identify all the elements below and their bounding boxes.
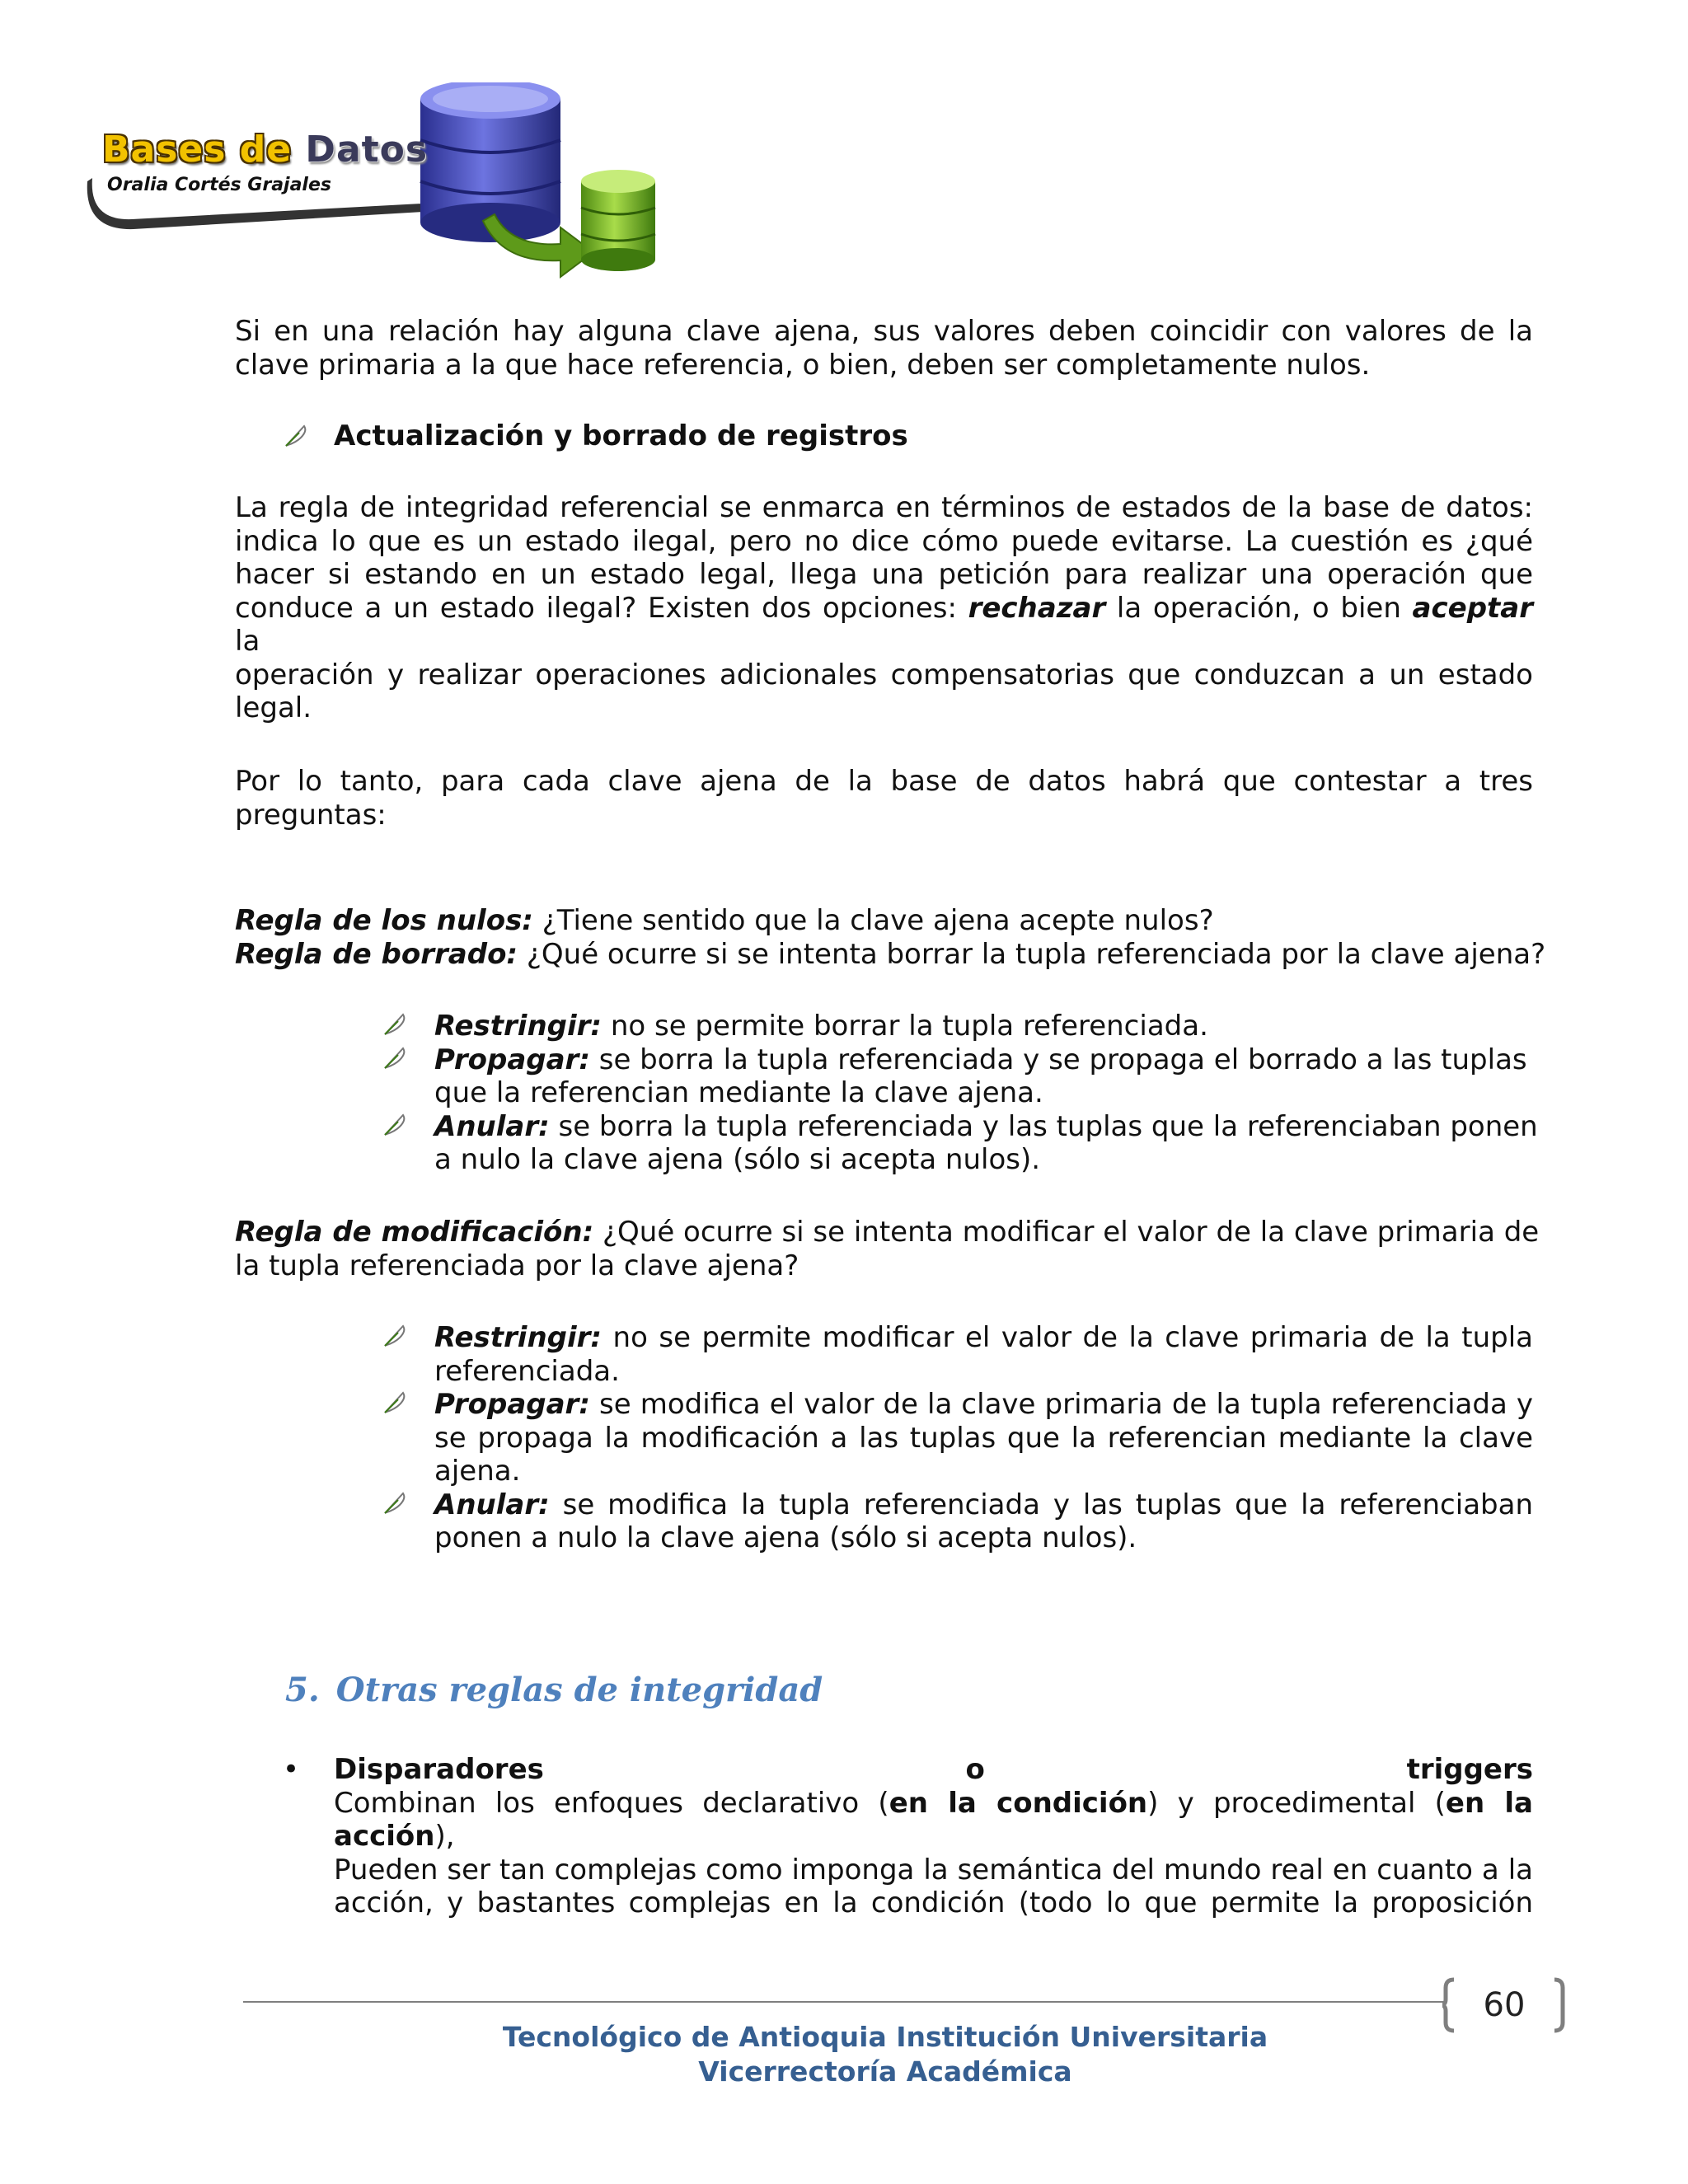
footer-rule bbox=[243, 2001, 1447, 2003]
footer-department: Vicerrectoría Académica bbox=[698, 2055, 1072, 2088]
text-line: Si en una relación hay alguna clave ajena, sus valores deben coincidir con valores de la bbox=[235, 315, 1533, 348]
paragraph-foreign-key bbox=[235, 315, 1533, 382]
list-item: Anular: se borra la tupla referenciada y las tuplas que la referenciaban ponen a nulo la clave ajena (sólo si acepta nulos). bbox=[382, 1110, 1536, 1177]
text-line: acción, y bastantes complejas en la condición (todo lo que permite la proposición bbox=[334, 1886, 1533, 1919]
feather-bullet-icon bbox=[382, 1112, 408, 1138]
text-line: clave primaria a la que hace referencia, o bien, deben ser completamente nulos. bbox=[235, 348, 1371, 382]
text-line: operación y realizar operaciones adicionales compensatorias que conduzcan a un estado bbox=[235, 658, 1533, 691]
text-line: preguntas: bbox=[235, 798, 387, 832]
logo bbox=[82, 82, 676, 288]
delete-options-list bbox=[382, 1010, 1536, 1177]
feather-bullet-icon bbox=[382, 1045, 408, 1071]
logo-author: Oralia Cortés Grajales bbox=[107, 175, 331, 195]
text-line: Pueden ser tan complejas como imponga la semántica del mundo real en cuanto a la bbox=[334, 1853, 1533, 1886]
logo-title: Bases de Datos bbox=[102, 129, 429, 171]
modify-options-list bbox=[382, 1321, 1536, 1555]
feather-bullet-icon bbox=[283, 423, 309, 449]
subheading: Actualización y borrado de registros bbox=[334, 419, 908, 452]
emphasis-aceptar: aceptar bbox=[1412, 591, 1534, 625]
triggers-heading: Disparadores o triggers bbox=[334, 1753, 1533, 1786]
text-line: Por lo tanto, para cada clave ajena de la base de datos habrá que contestar a tres bbox=[235, 765, 1533, 798]
text-line: conduce a un estado ilegal? Existen dos opciones: rechazar la operación, o bien aceptar la bbox=[235, 591, 1534, 658]
rule-modify: Regla de modificación: ¿Qué ocurre si se intenta modificar el valor de la clave primaria de la tupla referenciada por la clave ajena? bbox=[235, 1216, 1540, 1282]
list-item: Propagar: se modifica el valor de la clave primaria de la tupla referenciada y se propaga la modificación a las tuplas que la referencian mediante la clave ajena. bbox=[382, 1388, 1536, 1488]
text-line: La regla de integridad referencial se enmarca en términos de estados de la base de datos: bbox=[235, 491, 1533, 524]
list-item: Propagar: se borra la tupla referenciada y se propaga el borrado a las tuplas que la referencian mediante la clave ajena. bbox=[382, 1043, 1536, 1110]
paragraph-integrity-rule bbox=[235, 491, 1533, 725]
feather-bullet-icon bbox=[382, 1323, 408, 1349]
feather-bullet-icon bbox=[382, 1011, 408, 1038]
text-line: acción), bbox=[334, 1820, 455, 1853]
text-line: indica lo que es un estado ilegal, pero no dice cómo puede evitarse. La cuestión es ¿qué bbox=[235, 524, 1533, 558]
rules-block bbox=[235, 904, 1554, 971]
feather-bullet-icon bbox=[382, 1390, 408, 1416]
list-item: Restringir: no se permite modificar el valor de la clave primaria de la tupla referenciada. bbox=[382, 1321, 1536, 1388]
list-item: Restringir: no se permite borrar la tupla referenciada. bbox=[382, 1010, 1536, 1043]
text-line: legal. bbox=[235, 691, 312, 724]
list-item: Anular: se modifica la tupla referenciada y las tuplas que la referenciaban ponen a nulo la clave ajena (sólo si acepta nulos). bbox=[382, 1488, 1536, 1555]
footer-institution: Tecnológico de Antioquia Institución Universitaria bbox=[502, 2021, 1268, 2053]
emphasis-rechazar: rechazar bbox=[968, 591, 1106, 625]
bullet-dot: • bbox=[283, 1753, 300, 1786]
feather-bullet-icon bbox=[382, 1490, 408, 1516]
page-number: 60 bbox=[1483, 1986, 1526, 2024]
rule-nulls: Regla de los nulos: ¿Tiene sentido que la clave ajena acepte nulos? bbox=[235, 904, 1214, 937]
rule-delete: Regla de borrado: ¿Qué ocurre si se intenta borrar la tupla referenciada por la clave ajena? bbox=[235, 937, 1546, 971]
section-heading: 5. Otras reglas de integridad bbox=[285, 1671, 823, 1709]
paragraph-questions bbox=[235, 765, 1533, 832]
text-line: Combinan los enfoques declarativo (en la condición) y procedimental (en la bbox=[334, 1786, 1533, 1820]
text-line: hacer si estando en un estado legal, llega una petición para realizar una operación que bbox=[235, 558, 1533, 591]
